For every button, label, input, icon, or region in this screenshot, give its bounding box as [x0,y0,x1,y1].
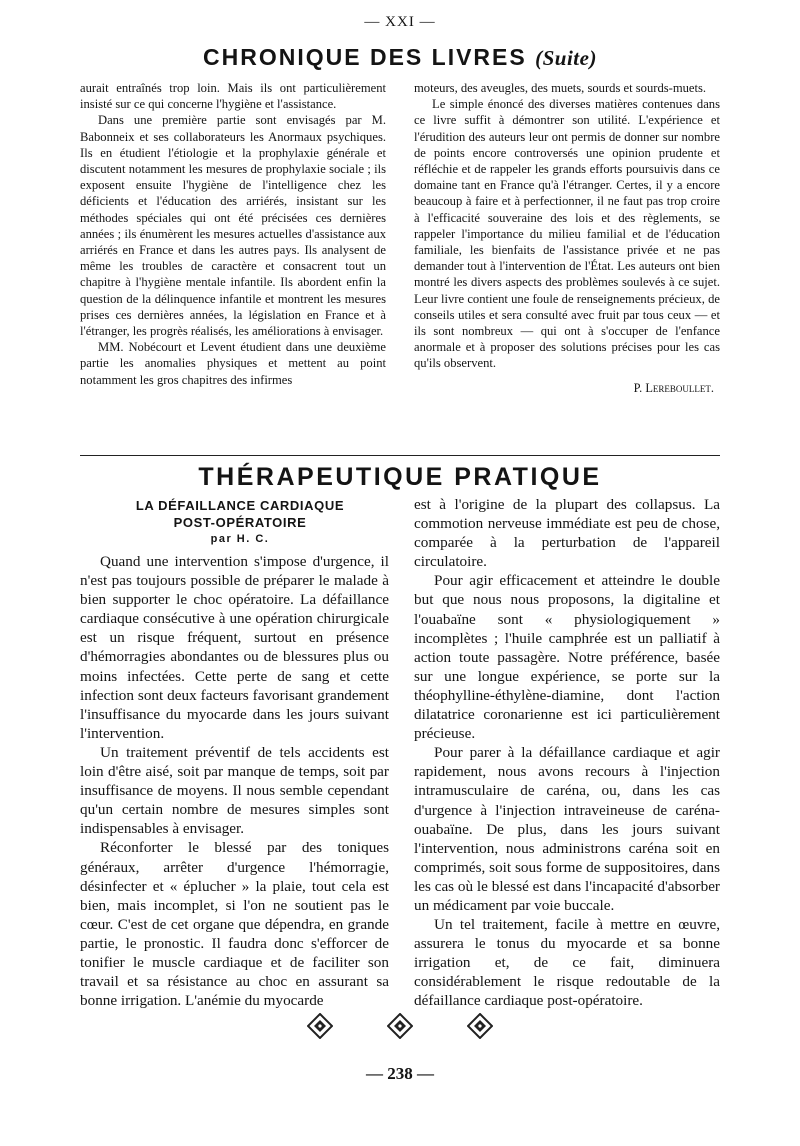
paragraph: Un traitement préventif de tels accidents est loin d'être aisé, soit par manque de temps, soit par insuffisance de moyens. Il nous semble cependant qu'un certain nombre de mesures simples sont indispensables à envisager. [80,743,389,838]
paragraph: Pour parer à la défaillance cardiaque et agir rapidement, nous avons recours à l'injection intramusculaire de caréna, ou, dans les cas d'urgence à l'injection intraveineuse de caréna-ouabaïne. De plus, dans les jours suivant l'intervention, nous administrons caréna soit en comprimés, soit sous forme de suppositoires, dans les cas où le blessé est dans l'incapacité d'absorber un médicament par voie buccale. [414,744,720,914]
section-divider [80,455,720,456]
ornament-row [0,1013,800,1043]
paragraph: Pour agir efficacement et atteindre le double but que nous nous proposons, la digitaline et l'ouabaïne sont « physiologiquement » incomplètes ; l'huile camphrée est un palliatif à action toute passagère. Notre préférence, basée sur une longue expérience, se porte sur la théophylline-éthylène-diamine, dont l'action dilatatrice coronarienne est ici particulièrement précieuse. [414,572,720,743]
section-title-chronique [0,44,800,71]
paragraph: Un tel traitement, facile à mettre en œuvre, assurera le tonus du myocarde et sa bonne irrigation et, de ce fait, diminuera considérablement le risque redoutable de la défaillance cardiaque post-opératoire. [414,916,720,1010]
paragraph: Réconforter le blessé par des toniques généraux, arrêter d'urgence l'hémorragie, désinfecter et « éplucher » la plaie, tout cela est bien, mais incomplet, si l'on ne soutient pas le cœur. C'est de cet organe que dépendra, en grande partie, le pronostic. Il faudra donc s'efforcer de tonifier le muscle cardiaque et de faciliter son travail et sa résistance au choc en assurant sa bonne irrigation. L'anémie du myocarde [80,839,389,1010]
paragraph: est à l'origine de la plupart des collapsus. La commotion nerveuse immédiate est peu de chose, comparée à la perturbation de l'appareil circulatoire. [414,496,720,571]
page-roman-numeral: — XXI — [364,14,436,30]
article-column-left [80,552,389,1010]
author-signature: P. Lereboullet. [633,380,714,395]
section-title-text: CHRONIQUE DES LIVRES [203,44,527,70]
article-title-line2: POST-OPÉRATOIRE [173,515,307,530]
article-column-right [414,495,720,1011]
paragraph: Le simple énoncé des diverses matières contenues dans ce livre suffit à démontrer son utilité. L'expérience et l'érudition des auteurs leur ont permis de donner sur nombre de points encore controversés une opinion prudente et réfléchie et de rappeler les grands efforts poursuivis dans ce domaine tant en France qu'à l'étranger. Certes, il y a encore beaucoup à faire et à perfectionner, il ne faut pas trop croire à l'efficacité souveraine des lois et des règlements, se rappeler l'importance du milieu familial et de l'éducation familiale, les bienfaits de l'assistance privée et ne pas demander tout à l'intervention de l'État. Les auteurs ont bien montré les divers aspects des problèmes soulevés à ce sujet. Leur livre contient une foule de renseignements précieux, de conseils utiles et sera consulté avec fruit par tous ceux — et ils sont nombreux — qui ont à s'occuper de l'enfance anormale et à proposer des solutions précises pour les cas qu'ils observent. [414,97,720,371]
paragraph: MM. Nobécourt et Levent étudient dans une deuxième partie les anomalies physiques et mettent au point notamment les gros chapitres des infirmes [80,340,386,387]
article-heading [80,497,400,548]
paragraph: moteurs, des aveugles, des muets, sourds et sourds-muets. [414,81,707,95]
diamond-fleuron-icon [467,1013,493,1039]
page-number: — 238 — [366,1064,434,1083]
article-byline: par H. C. [210,533,270,545]
section-title-suffix: (Suite) [535,46,597,70]
section-title-therapeutique: THÉRAPEUTIQUE PRATIQUE [198,463,602,491]
paragraph: Quand une intervention s'impose d'urgence, il n'est pas toujours possible de préparer le malade à bien supporter le choc opératoire. La défaillance cardiaque consécutive à une opération chirurgicale est un risque fréquent, surtout en présence d'hémorragies abondantes ou de blessures plus ou moins infectées. Cette perte de sang et cette infection sont deux facteurs favorisant grandement l'insuffisance du myocarde dans les jours suivant l'intervention. [80,553,389,742]
paragraph: Dans une première partie sont envisagés par M. Babonneix et ses collaborateurs les Anormaux psychiques. Ils en étudient l'étiologie et la prophylaxie générale et discutent notamment les mesures de prophylaxie sociale ; ils exposent ensuite l'hygiène de l'intelligence chez les déficients et l'éducation des arriérés, insistant sur les méthodes spéciales qui ont été précisées ces dernières années ; ils énumèrent les mesures actuelles d'assistance aux arriérés en France et dans les autres pays. Ils analysent de même les troubles de caractère et consacrent tout un chapitre à l'hygiène mentale infantile. Ils abordent enfin la question de la délinquence infantile et montrent les mesures prises ces dernières années, la législation en France et à l'étranger, les progrès réalisés, les améliorations à envisager. [80,113,386,339]
paragraph: aurait entraînés trop loin. Mais ils ont particulièrement insisté sur ce qui concerne l'hygiène et l'assistance. [80,81,386,112]
diamond-fleuron-icon [387,1013,413,1039]
chronique-column-left [80,80,386,388]
chronique-column-right [414,80,720,396]
article-title-line1: LA DÉFAILLANCE CARDIAQUE [135,498,345,513]
diamond-fleuron-icon [307,1013,333,1039]
